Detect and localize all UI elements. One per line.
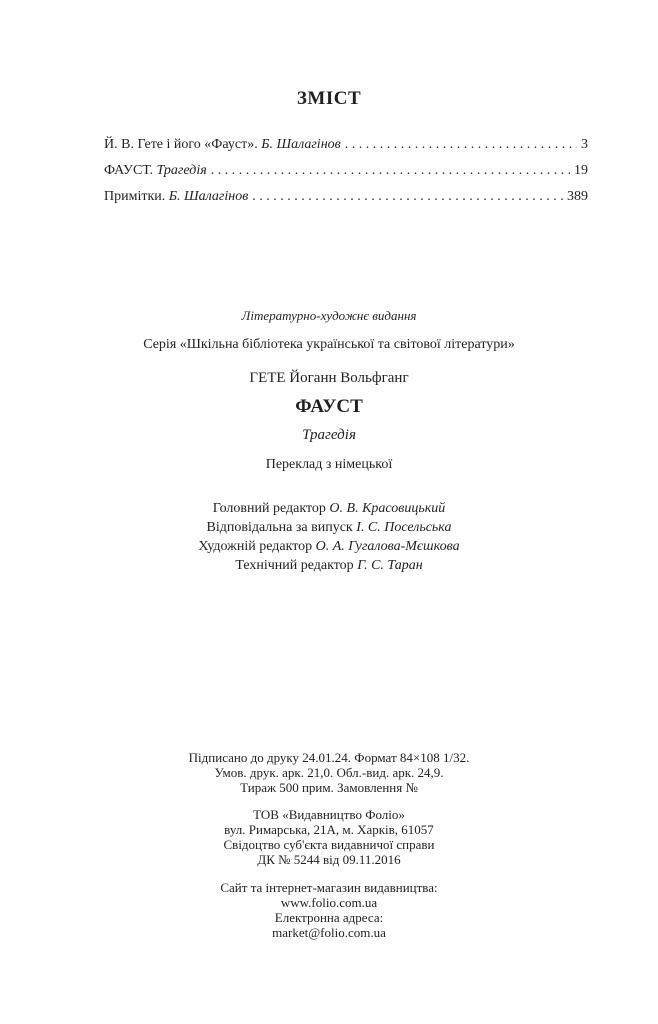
imprint-line: Тираж 500 прим. Замовлення № <box>240 780 418 795</box>
credit-name: Г. С. Таран <box>357 558 423 573</box>
toc-leader-dots <box>211 163 570 179</box>
toc-entry-page: 3 <box>581 137 588 152</box>
credit-line <box>0 556 658 575</box>
website-link: www.folio.com.ua <box>280 895 378 910</box>
work-subtitle: Трагедія <box>302 427 356 443</box>
contact-details <box>0 880 658 940</box>
toc-entry-author: Трагедія <box>156 163 207 178</box>
imprint-line: Свідоцтво суб'єкта видавничої справи <box>223 837 435 852</box>
toc-entry-author: Б. Шалагінов <box>168 189 249 204</box>
table-of-contents <box>104 137 588 215</box>
toc-entry <box>104 163 588 189</box>
credit-role: Художній редактор <box>198 539 313 554</box>
toc-entry-title: Примітки. <box>104 189 166 204</box>
toc-entry-page: 389 <box>567 189 588 204</box>
work-title: ФАУСТ <box>295 396 363 417</box>
imprint-line: Підписано до друку 24.01.24. Формат 84×108 1/32. <box>188 750 470 765</box>
credit-role: Відповідальна за випуск <box>206 520 353 535</box>
author-line: ГЕТЕ Йоганн Вольфганг <box>249 370 409 386</box>
imprint-line: ДК № 5244 від 09.11.2016 <box>257 852 401 867</box>
series-line: Серія «Шкільна бібліотека української та світової літератури» <box>143 337 515 352</box>
credit-name: О. А. Гугалова-Мєшкова <box>315 539 460 554</box>
toc-leader-dots <box>345 137 577 153</box>
credit-name: І. С. Посельська <box>356 520 452 535</box>
genre-line: Літературно-художнє видання <box>241 308 417 323</box>
toc-entry-author: Б. Шалагінов <box>261 137 341 152</box>
toc-title: ЗМІСТ <box>296 88 362 109</box>
toc-entry-title: ФАУСТ. <box>104 163 153 178</box>
imprint-line: Умов. друк. арк. 21,0. Обл.-вид. арк. 24,9. <box>214 765 444 780</box>
credit-role: Технічний редактор <box>235 558 354 573</box>
toc-entry-page: 19 <box>574 163 588 178</box>
toc-entry-title: Й. В. Гете і його «Фауст». <box>104 137 258 152</box>
imprint-line: ТОВ «Видавництво Фоліо» <box>253 807 405 822</box>
publisher-details <box>0 807 658 867</box>
credit-line <box>0 518 658 537</box>
credit-line <box>0 537 658 556</box>
toc-entry <box>104 189 588 215</box>
print-details <box>0 750 658 795</box>
credit-role: Головний редактор <box>212 501 326 516</box>
credit-name: О. В. Красовицький <box>329 501 446 516</box>
email-address: market@folio.com.ua <box>272 925 386 940</box>
imprint-line: вул. Римарська, 21А, м. Харків, 61057 <box>224 822 434 837</box>
toc-entry <box>104 137 588 163</box>
translation-note: Переклад з німецької <box>265 457 393 472</box>
imprint-line: Електронна адреса: <box>274 910 384 925</box>
toc-leader-dots <box>252 189 563 205</box>
editorial-credits <box>0 499 658 575</box>
credit-line <box>0 499 658 518</box>
imprint-line: Сайт та інтернет-магазин видавництва: <box>220 880 438 895</box>
